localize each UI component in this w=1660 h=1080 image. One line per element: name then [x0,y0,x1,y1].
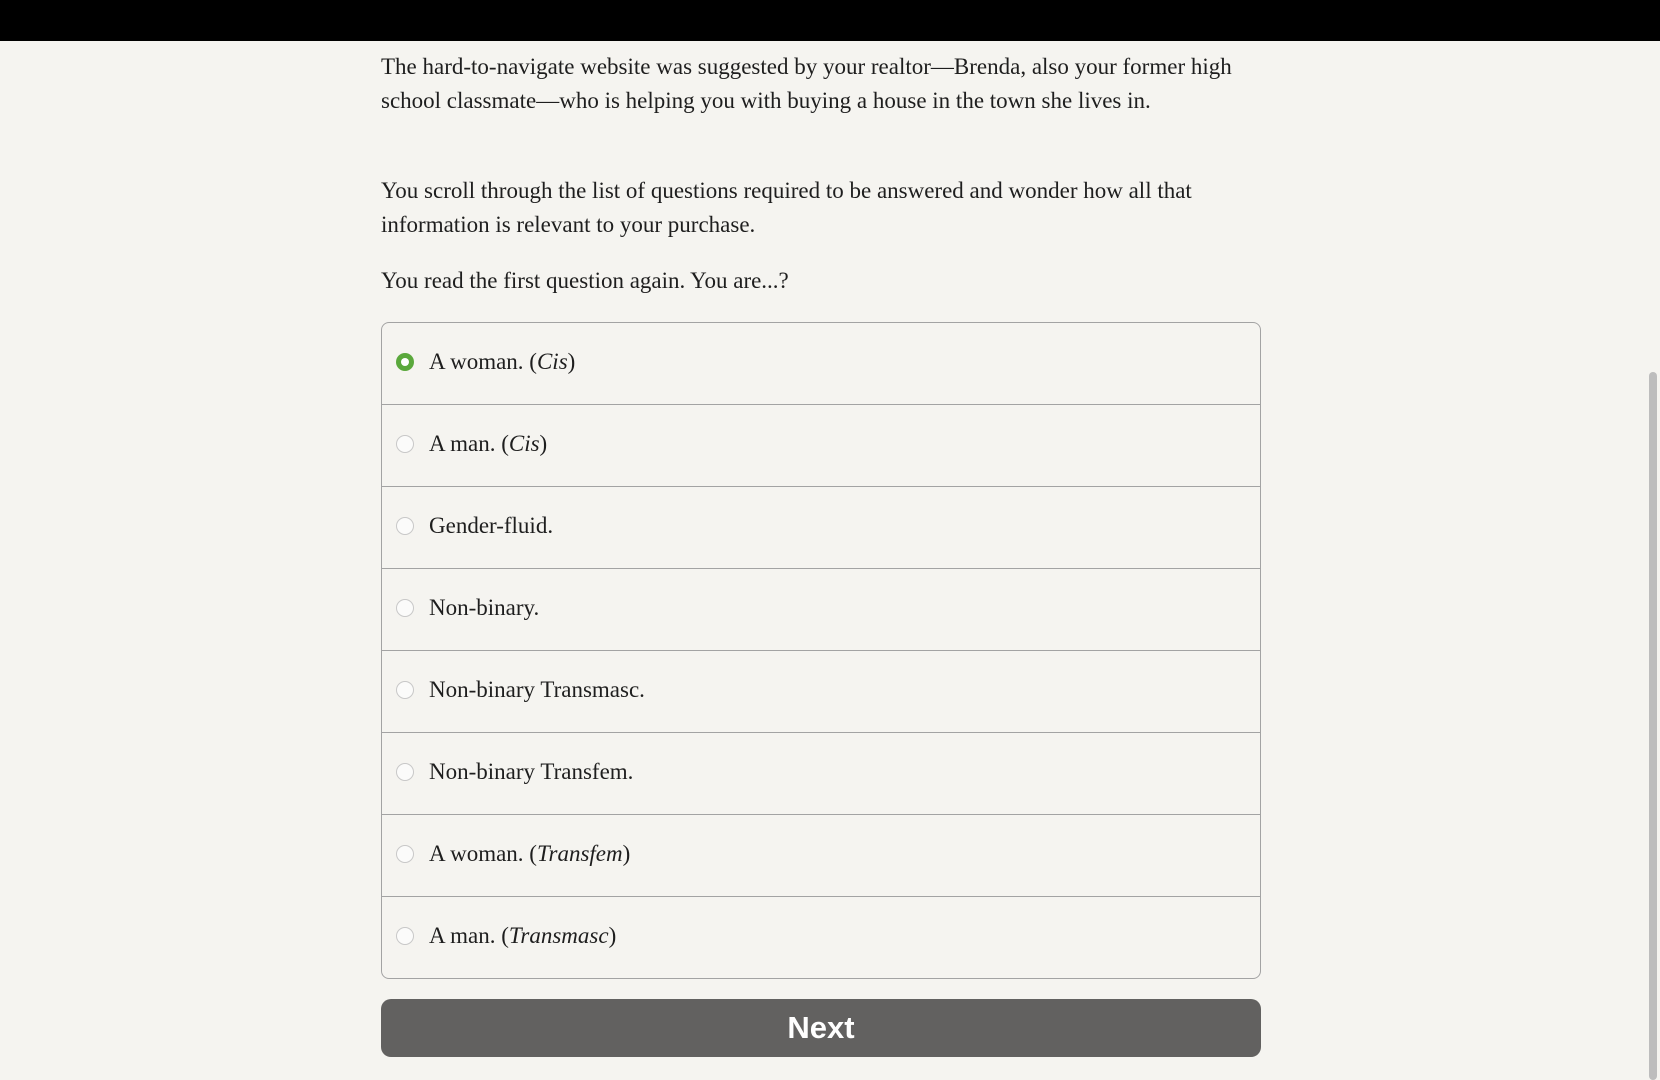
next-button[interactable]: Next [381,999,1261,1057]
choice-label: A woman. (Cis) [429,349,576,374]
choice-label: Non-binary Transfem. [429,759,634,784]
choice-label: A woman. (Transfem) [429,841,631,866]
choice-option[interactable] [382,733,1260,815]
radio-button[interactable] [396,353,414,371]
radio-button[interactable] [396,927,414,945]
story-paragraph: You scroll through the list of questions required to be answered and wonder how all that information is relevant to your purchase. [381,178,1192,237]
choice-label: A man. (Cis) [429,431,548,456]
radio-button[interactable] [396,517,414,535]
choice-label: Non-binary. [429,595,540,620]
top-bar [0,0,1660,41]
story-paragraph: The hard-to-navigate website was suggested by your realtor—Brenda, also your former high school classmate—who is helping you with buying a house in the town she lives in. [381,54,1232,113]
radio-button[interactable] [396,599,414,617]
radio-button[interactable] [396,845,414,863]
choice-option[interactable] [382,487,1260,569]
radio-button[interactable] [396,763,414,781]
radio-button[interactable] [396,681,414,699]
radio-button[interactable] [396,435,414,453]
scrollbar[interactable] [1646,41,1660,1080]
choice-option[interactable] [382,651,1260,733]
choice-option[interactable] [382,323,1260,405]
choice-option[interactable] [382,405,1260,487]
choice-option[interactable] [382,897,1260,978]
question-prompt: You read the first question again. You are...? [381,268,789,293]
choice-option[interactable] [382,569,1260,651]
scrollbar-thumb[interactable] [1649,372,1657,1080]
choice-label: Non-binary Transmasc. [429,677,645,702]
choice-label: Gender-fluid. [429,513,554,538]
choice-list [381,322,1261,979]
choice-option[interactable] [382,815,1260,897]
choice-label: A man. (Transmasc) [429,923,617,948]
